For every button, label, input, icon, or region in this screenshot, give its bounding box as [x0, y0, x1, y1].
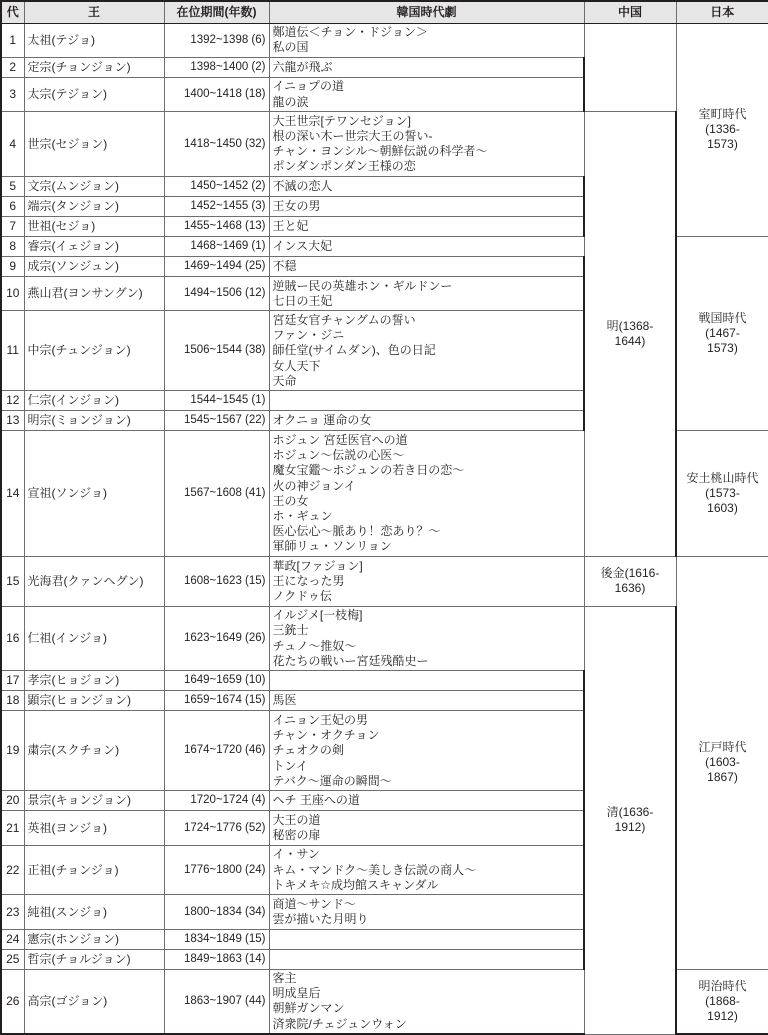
cell-drama-list — [269, 895, 584, 929]
table-header-row — [1, 1, 768, 23]
cell-reign-period: 1455~1468 (13) — [164, 217, 269, 237]
cell-drama-list — [269, 691, 584, 711]
cell-generation: 21 — [1, 811, 24, 845]
cell-king-name: 高宗(ゴジョン) — [24, 969, 164, 1034]
cell-reign-period: 1863~1907 (44) — [164, 969, 269, 1034]
drama-title: 女人天下 — [272, 358, 321, 373]
cell-king-name: 太宗(テジョン) — [24, 77, 164, 111]
cell-reign-period: 1623~1649 (26) — [164, 606, 269, 671]
cell-king-name: 文宗(ムンジョン) — [24, 177, 164, 197]
cell-king-name: 太祖(テジョ) — [24, 23, 164, 57]
table-row — [1, 606, 768, 671]
japan-era-line: 1867) — [707, 770, 738, 785]
japan-era-line: 江戸時代 — [698, 740, 747, 755]
japan-era-line: 1912) — [707, 1008, 738, 1023]
cell-drama-list — [269, 391, 584, 411]
cell-drama-list — [269, 557, 584, 607]
column-header-japan: 日本 — [676, 1, 768, 23]
cell-king-name: 世祖(セジョ) — [24, 217, 164, 237]
drama-title: トキメキ☆成均館スキャンダル — [272, 877, 439, 892]
cell-generation: 10 — [1, 277, 24, 311]
drama-title: 魔女宝鑑～ホジュンの若き日の恋～ — [272, 463, 465, 478]
drama-title: 軍師リュ・ソンリョン — [272, 539, 392, 554]
drama-title: 王の女 — [272, 493, 309, 508]
cell-drama-list — [269, 57, 584, 77]
japan-era-line: (1603- — [705, 755, 740, 770]
china-dynasty-line: 1636) — [614, 581, 646, 596]
cell-china-dynasty — [584, 606, 676, 1034]
cell-generation: 24 — [1, 929, 24, 949]
drama-title: チェオクの剣 — [272, 743, 344, 758]
cell-generation: 18 — [1, 691, 24, 711]
cell-king-name: 粛宗(スクチョン) — [24, 711, 164, 791]
drama-title: 師任堂(サイムダン)、色の日記 — [272, 343, 436, 358]
cell-drama-list — [269, 791, 584, 811]
drama-title: ホジュン 宮廷医官への道 — [272, 432, 408, 447]
cell-drama-list — [269, 845, 584, 895]
cell-king-name: 純祖(スンジョ) — [24, 895, 164, 929]
cell-reign-period: 1398~1400 (2) — [164, 57, 269, 77]
cell-drama-list — [269, 177, 584, 197]
japan-era-line: 1603) — [707, 501, 738, 516]
cell-generation: 12 — [1, 391, 24, 411]
drama-title: 六龍が飛ぶ — [272, 59, 333, 74]
cell-generation: 14 — [1, 431, 24, 557]
cell-reign-period: 1506~1544 (38) — [164, 311, 269, 391]
drama-title: 火の神ジョンイ — [272, 478, 356, 493]
drama-title: 三銃士 — [272, 623, 309, 638]
cell-generation: 23 — [1, 895, 24, 929]
drama-title: チュノ～推奴～ — [272, 638, 357, 653]
cell-drama-list — [269, 929, 584, 949]
cell-reign-period: 1450~1452 (2) — [164, 177, 269, 197]
drama-title: イルジメ[一枝梅] — [272, 608, 363, 623]
drama-title: 馬医 — [272, 693, 297, 708]
cell-reign-period: 1849~1863 (14) — [164, 949, 269, 969]
cell-drama-list — [269, 197, 584, 217]
cell-king-name: 世宗(セジョン) — [24, 112, 164, 177]
cell-reign-period: 1649~1659 (10) — [164, 671, 269, 691]
cell-china-dynasty — [584, 557, 676, 607]
drama-title: 王と妃 — [272, 218, 309, 233]
cell-king-name: 光海君(クァンヘグン) — [24, 557, 164, 607]
japan-era-line: 1573) — [707, 137, 738, 152]
cell-generation: 4 — [1, 112, 24, 177]
cell-drama-list — [269, 112, 584, 177]
table-row — [1, 112, 768, 177]
cell-king-name: 憲宗(ホンジョン) — [24, 929, 164, 949]
drama-title: 大王の道 — [272, 812, 321, 827]
cell-king-name: 燕山君(ヨンサングン) — [24, 277, 164, 311]
cell-generation: 1 — [1, 23, 24, 57]
japan-era-line: (1573- — [705, 486, 740, 501]
cell-reign-period: 1720~1724 (4) — [164, 791, 269, 811]
drama-title: イニョプの道 — [272, 79, 345, 94]
cell-drama-list — [269, 217, 584, 237]
cell-king-name: 顕宗(ヒョンジョン) — [24, 691, 164, 711]
drama-title: イ・サン — [272, 847, 320, 862]
japan-era-line: 明治時代 — [698, 978, 747, 993]
cell-japan-era — [676, 557, 768, 970]
cell-reign-period: 1418~1450 (32) — [164, 112, 269, 177]
cell-king-name: 正祖(チョンジョ) — [24, 845, 164, 895]
drama-title: 医心伝心～脈あり！恋あり？～ — [272, 524, 441, 539]
cell-drama-list — [269, 711, 584, 791]
china-dynasty-line: 後金(1616- — [600, 566, 660, 581]
drama-title: 華政[ファジョン] — [272, 558, 363, 573]
cell-generation: 17 — [1, 671, 24, 691]
cell-generation: 11 — [1, 311, 24, 391]
cell-drama-list — [269, 811, 584, 845]
cell-king-name: 明宗(ミョンジョン) — [24, 411, 164, 431]
drama-title: チャン・オクチョン — [272, 728, 380, 743]
cell-generation: 3 — [1, 77, 24, 111]
drama-title: 朝鮮ガンマン — [272, 1001, 345, 1016]
drama-title: 客主 — [272, 971, 297, 986]
drama-title: イニョン王妃の男 — [272, 712, 369, 727]
china-dynasty-line: 明(1368- — [606, 319, 654, 334]
cell-reign-period: 1659~1674 (15) — [164, 691, 269, 711]
cell-japan-era — [676, 237, 768, 431]
cell-drama-list — [269, 23, 584, 57]
cell-generation: 9 — [1, 257, 24, 277]
cell-generation: 2 — [1, 57, 24, 77]
cell-generation: 20 — [1, 791, 24, 811]
cell-king-name: 定宗(チョンジョン) — [24, 57, 164, 77]
drama-title: テバク～運命の瞬間～ — [272, 773, 392, 788]
japan-era-line: (1467- — [705, 326, 740, 341]
cell-king-name: 仁宗(インジョン) — [24, 391, 164, 411]
cell-king-name: 英祖(ヨンジョ) — [24, 811, 164, 845]
drama-title: 明成皇后 — [272, 986, 321, 1001]
drama-title: 龍の涙 — [272, 94, 309, 109]
japan-era-line: 室町時代 — [698, 107, 747, 122]
drama-title: 宮廷女官チャングムの誓い — [272, 312, 416, 327]
cell-reign-period: 1724~1776 (52) — [164, 811, 269, 845]
drama-title: 商道～サンド～ — [272, 896, 356, 911]
drama-title: ファン・ジニ — [272, 328, 345, 343]
cell-reign-period: 1468~1469 (1) — [164, 237, 269, 257]
japan-era-line: (1868- — [705, 993, 740, 1008]
cell-reign-period: 1800~1834 (34) — [164, 895, 269, 929]
cell-reign-period: 1608~1623 (15) — [164, 557, 269, 607]
table-row — [1, 557, 768, 607]
cell-reign-period: 1452~1455 (3) — [164, 197, 269, 217]
cell-japan-era — [676, 969, 768, 1034]
cell-reign-period: 1400~1418 (18) — [164, 77, 269, 111]
china-dynasty-line: 清(1636- — [606, 805, 654, 820]
china-dynasty-line: 1644) — [614, 334, 646, 349]
cell-generation: 25 — [1, 949, 24, 969]
drama-title: ポンダンポンダン王様の恋 — [272, 159, 416, 174]
cell-china-dynasty — [584, 23, 676, 112]
drama-title: トンイ — [272, 758, 308, 773]
japan-era-line: 1573) — [707, 341, 738, 356]
cell-king-name: 哲宗(チョルジョン) — [24, 949, 164, 969]
drama-title: 花たちの戦いー宮廷残酷史ー — [272, 653, 429, 668]
drama-title: 七日の王妃 — [272, 293, 333, 308]
cell-generation: 6 — [1, 197, 24, 217]
cell-reign-period: 1494~1506 (12) — [164, 277, 269, 311]
cell-drama-list — [269, 431, 584, 557]
drama-title: チャン・ヨンシル～朝鮮伝説の科学者～ — [272, 144, 488, 159]
drama-title: 天命 — [272, 373, 297, 388]
cell-king-name: 孝宗(ヒョジョン) — [24, 671, 164, 691]
cell-drama-list — [269, 311, 584, 391]
cell-king-name: 中宗(チュンジョン) — [24, 311, 164, 391]
drama-title: 王女の男 — [272, 198, 321, 213]
cell-drama-list — [269, 671, 584, 691]
drama-title: 不穏 — [272, 258, 297, 273]
column-header-korean-historical-drama: 韓国時代劇 — [269, 1, 584, 23]
drama-title: 鄭道伝＜チョン・ドジョン＞ — [272, 24, 428, 39]
cell-reign-period: 1567~1608 (41) — [164, 431, 269, 557]
drama-title: 根の深い木ー世宗大王の誓い- — [272, 128, 433, 143]
cell-reign-period: 1776~1800 (24) — [164, 845, 269, 895]
cell-drama-list — [269, 949, 584, 969]
cell-generation: 8 — [1, 237, 24, 257]
drama-title: 秘密の扉 — [272, 828, 321, 843]
cell-reign-period: 1545~1567 (22) — [164, 411, 269, 431]
cell-china-dynasty — [584, 112, 676, 557]
drama-title: ノクドゥ伝 — [272, 588, 332, 603]
cell-generation: 15 — [1, 557, 24, 607]
japan-era-line: 安土桃山時代 — [686, 471, 759, 486]
cell-reign-period: 1834~1849 (15) — [164, 929, 269, 949]
cell-generation: 13 — [1, 411, 24, 431]
japan-era-line: (1336- — [705, 122, 740, 137]
cell-drama-list — [269, 411, 584, 431]
drama-title: 不滅の恋人 — [272, 178, 333, 193]
drama-title: 私の国 — [272, 40, 309, 55]
cell-king-name: 成宗(ソンジュン) — [24, 257, 164, 277]
cell-king-name: 睿宗(イェジョン) — [24, 237, 164, 257]
cell-king-name: 端宗(タンジョン) — [24, 197, 164, 217]
drama-title: キム・マンドク～美しき伝説の商人～ — [272, 862, 477, 877]
drama-title: ヘチ 王座への道 — [272, 793, 360, 808]
cell-drama-list — [269, 606, 584, 671]
cell-king-name: 仁祖(インジョ) — [24, 606, 164, 671]
table-body — [1, 23, 768, 1034]
drama-title: 雲が描いた月明り — [272, 912, 369, 927]
china-dynasty-line: 1912) — [614, 820, 646, 835]
cell-reign-period: 1544~1545 (1) — [164, 391, 269, 411]
drama-title: 逆賊ー民の英雄ホン・ギルドンー — [272, 278, 453, 293]
cell-drama-list — [269, 257, 584, 277]
cell-king-name: 宣祖(ソンジョ) — [24, 431, 164, 557]
cell-generation: 16 — [1, 606, 24, 671]
cell-japan-era — [676, 431, 768, 557]
column-header-china: 中国 — [584, 1, 676, 23]
column-header-generation: 代 — [1, 1, 24, 23]
cell-generation: 7 — [1, 217, 24, 237]
cell-king-name: 景宗(キョンジョン) — [24, 791, 164, 811]
drama-title: 王になった男 — [272, 573, 345, 588]
japan-era-line: 戦国時代 — [698, 311, 747, 326]
cell-japan-era — [676, 23, 768, 237]
drama-title: ホジュン～伝説の心医～ — [272, 448, 405, 463]
cell-reign-period: 1392~1398 (6) — [164, 23, 269, 57]
drama-title: 大王世宗[テワンセジョン] — [272, 113, 411, 128]
drama-title: ホ・ギュン — [272, 508, 333, 523]
cell-drama-list — [269, 969, 584, 1034]
column-header-reign-period: 在位期間(年数) — [164, 1, 269, 23]
cell-generation: 5 — [1, 177, 24, 197]
drama-title: 済衆院/チェジュンウォン — [272, 1016, 407, 1031]
column-header-king: 王 — [24, 1, 164, 23]
drama-title: オクニョ 運命の女 — [272, 413, 372, 428]
cell-generation: 22 — [1, 845, 24, 895]
cell-drama-list — [269, 277, 584, 311]
drama-title: インス大妃 — [272, 238, 333, 253]
cell-reign-period: 1469~1494 (25) — [164, 257, 269, 277]
cell-drama-list — [269, 237, 584, 257]
table-row — [1, 23, 768, 57]
cell-generation: 26 — [1, 969, 24, 1034]
cell-generation: 19 — [1, 711, 24, 791]
cell-drama-list — [269, 77, 584, 111]
cell-reign-period: 1674~1720 (46) — [164, 711, 269, 791]
